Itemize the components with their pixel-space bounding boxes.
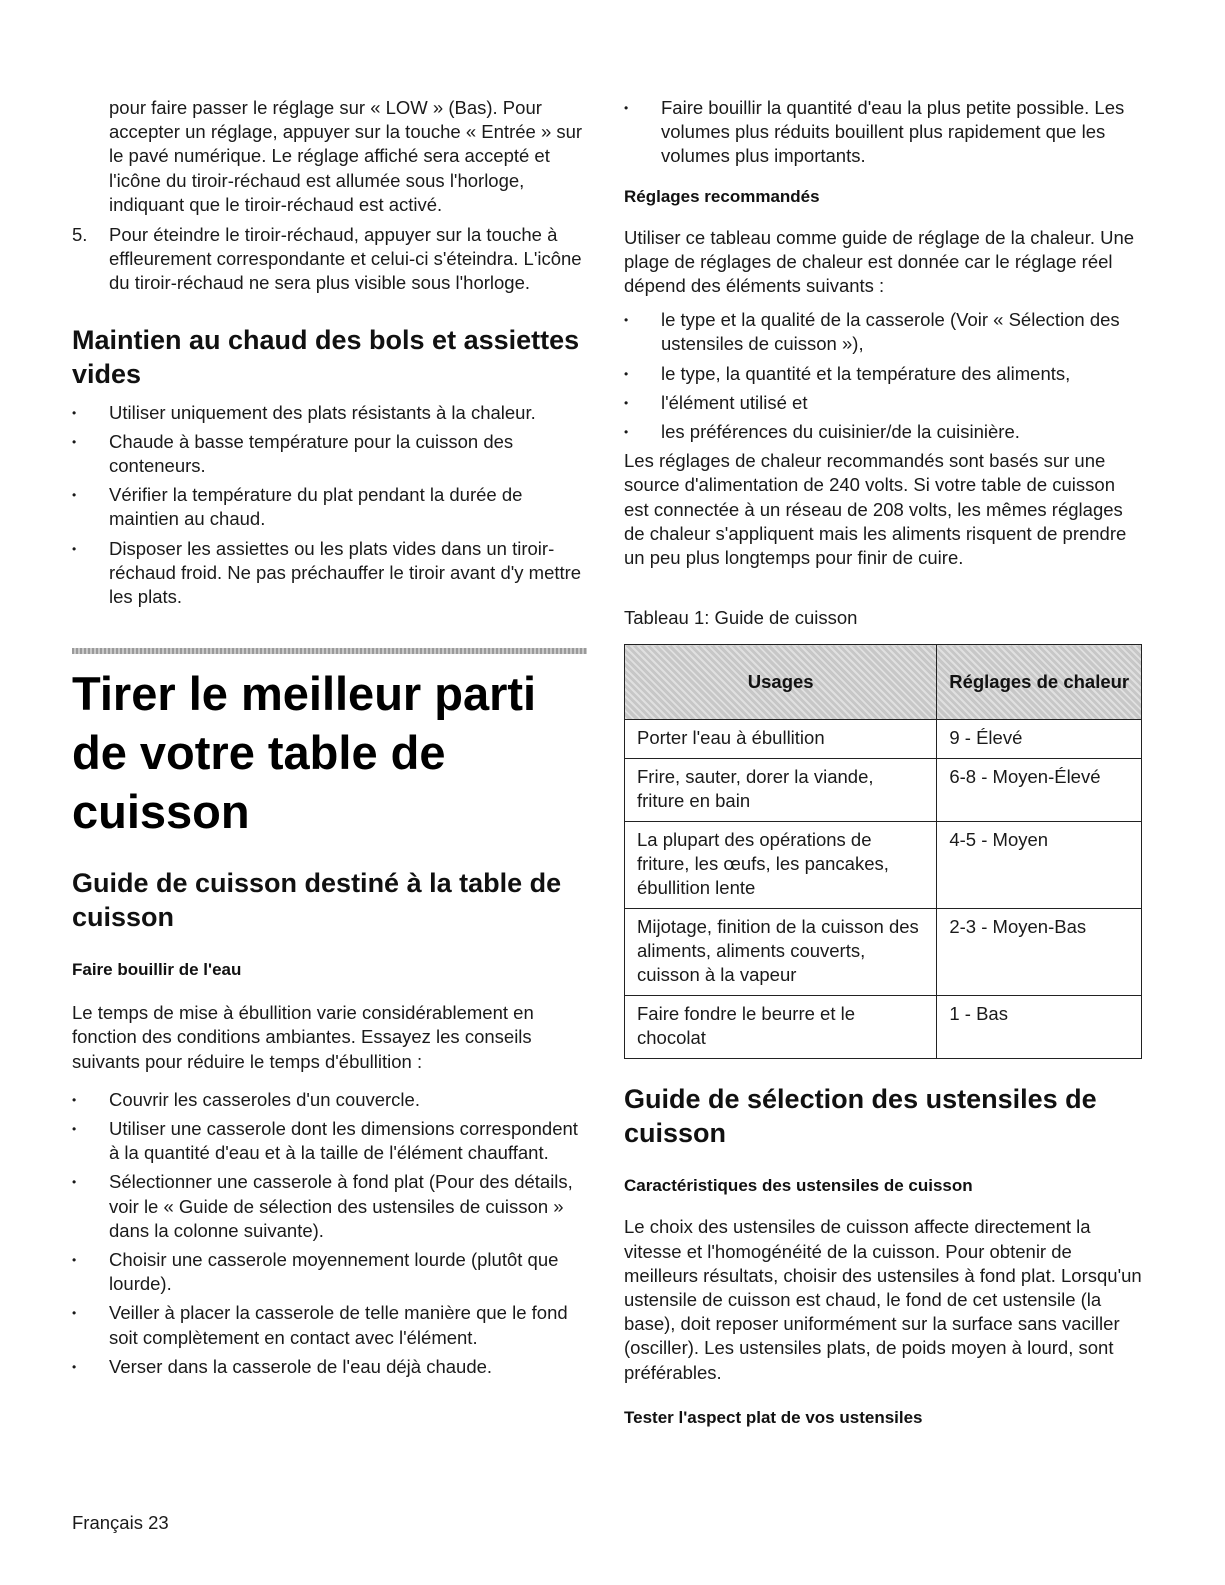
list-item: • Veiller à placer la casserole de telle manière que le fond soit complètement en contact avec l'élément. <box>72 1302 568 1348</box>
table-cell-usage: Frire, sauter, dorer la viande, friture en bain <box>625 759 937 822</box>
bullet-icon: • <box>72 1122 77 1137</box>
bullet-icon: • <box>624 101 629 115</box>
bullet-icon: • <box>72 1092 77 1107</box>
page-footer: Français 23 <box>72 1512 169 1533</box>
table-cell-setting: 6-8 - Moyen-Élevé <box>937 759 1142 822</box>
left-column <box>72 96 587 1384</box>
bullet-icon: • <box>72 1306 77 1321</box>
list-item: • Utiliser une casserole dont les dimensions correspondent à la quantité d'eau et à la taille de l'élément chauffant. <box>72 1118 578 1164</box>
bullet-icon: • <box>624 425 629 440</box>
top-bullet-list <box>624 96 1144 169</box>
bullet-icon: • <box>72 541 77 556</box>
guide-title: Guide de cuisson destiné à la table de cuisson <box>72 868 562 933</box>
step-text: Pour éteindre le tiroir-réchaud, appuyer sur la touche à effleurement correspondante et celui-ci s'éteindra. L'icône du tiroir-réchaud ne sera plus visible sous l'horloge. <box>109 224 582 294</box>
settings-heading: Réglages recommandés <box>624 186 820 206</box>
table-header-row <box>625 645 1142 720</box>
table-cell-setting: 1 - Bas <box>937 996 1142 1059</box>
bullet-icon: • <box>72 488 77 503</box>
table-row <box>625 909 1142 996</box>
section-title-warming: Maintien au chaud des bols et assiettes vides <box>72 324 580 389</box>
chapter-title: Tirer le meilleur parti de votre table de cuisson <box>72 667 537 839</box>
settings-paragraph: Utiliser ce tableau comme guide de réglage de la chaleur. Une plage de réglages de chaleur est donnée car le réglage réel dépend des éléments suivants : <box>624 226 1135 297</box>
list-item: • le type et la qualité de la casserole (Voir « Sélection des ustensiles de cuisson »), <box>624 309 1120 355</box>
table-row <box>625 996 1142 1059</box>
chapter-divider <box>72 648 587 654</box>
boil-bullet-list <box>72 1088 587 1379</box>
bullet-icon: • <box>72 434 77 449</box>
bullet-icon: • <box>624 366 629 381</box>
intro-paragraph: pour faire passer le réglage sur « LOW » (Bas). Pour accepter un réglage, appuyer sur la touche « Entrée » sur le pavé numérique. Le réglage affiché sera accepté et l'icône du tiroir-réchaud est allumée sous l'horloge, indiquant que le tiroir-réchaud est activé. <box>109 97 583 215</box>
table-cell-setting: 4-5 - Moyen <box>937 822 1142 909</box>
cookware-title: Guide de sélection des ustensiles de cuisson <box>624 1084 1097 1149</box>
settings-bullet-list <box>624 308 1144 444</box>
bullet-icon: • <box>72 1359 77 1374</box>
list-item: • les préférences du cuisinier/de la cuisinière. <box>624 421 1020 443</box>
table-row <box>625 822 1142 909</box>
table-cell-setting: 2-3 - Moyen-Bas <box>937 909 1142 996</box>
table-row <box>625 759 1142 822</box>
column-header-usages: Usages <box>625 645 937 720</box>
boil-paragraph: Le temps de mise à ébullition varie considérablement en fonction des conditions ambiantes. Essayez les conseils suivants pour réduire le temps d'ébullition : <box>72 1002 534 1072</box>
list-item: • le type, la quantité et la température des aliments, <box>624 362 1071 384</box>
list-item: • Verser dans la casserole de l'eau déjà chaude. <box>72 1355 493 1377</box>
right-column <box>624 96 1144 1429</box>
table-cell-setting: 9 - Élevé <box>937 720 1142 759</box>
list-item: • Sélectionner une casserole à fond plat (Pour des détails, voir le « Guide de sélection des ustensiles de cuisson » dans la colonne suivante). <box>72 1171 573 1241</box>
characteristics-heading: Caractéristiques des ustensiles de cuisson <box>624 1176 973 1196</box>
list-item: • Chaude à basse température pour la cuisson des conteneurs. <box>72 430 514 477</box>
warming-bullet-list <box>72 401 587 610</box>
list-item: • Utiliser uniquement des plats résistants à la chaleur. <box>72 401 536 423</box>
table-caption: Tableau 1: Guide de cuisson <box>624 607 858 629</box>
bullet-icon: • <box>72 1175 77 1190</box>
list-item: • Couvrir les casseroles d'un couvercle. <box>72 1088 420 1110</box>
voltage-paragraph: Les réglages de chaleur recommandés sont basés sur une source d'alimentation de 240 volts. Si votre table de cuisson est connectée à un réseau de 208 volts, les mêmes réglages de chaleur s'appliquent mais les aliments risquent de prendre un peu plus longtemps pour finir de cuire. <box>624 450 1127 569</box>
bullet-icon: • <box>72 405 77 420</box>
boil-heading: Faire bouillir de l'eau <box>72 960 242 980</box>
list-item: • Choisir une casserole moyennement lourde (plutôt que lourde). <box>72 1249 559 1295</box>
list-item: • Faire bouillir la quantité d'eau la plus petite possible. Les volumes plus réduits bouillent plus rapidement que les volumes plus importants. <box>624 97 1125 167</box>
bullet-icon: • <box>72 1253 77 1268</box>
characteristics-paragraph: Le choix des ustensiles de cuisson affecte directement la vitesse et l'homogénéité de la cuisson. Pour obtenir de meilleurs résultats, choisir des ustensiles à fond plat. Lorsqu'un ustensile de cuisson est chaud, le fond de cet ustensile (la base), doit reposer uniformément sur la surface sans vaciller (osciller). Les ustensiles plats, de poids moyen à lourd, sont préférables. <box>624 1216 1142 1383</box>
flatness-heading: Tester l'aspect plat de vos ustensiles <box>624 1407 923 1427</box>
step-number: 5. <box>72 224 88 246</box>
bullet-icon: • <box>624 313 629 328</box>
table-cell-usage: Porter l'eau à ébullition <box>625 720 937 759</box>
list-item: • Vérifier la température du plat pendant la durée de maintien au chaud. <box>72 484 523 530</box>
bullet-icon: • <box>624 395 629 410</box>
step-list <box>72 223 587 296</box>
table-row <box>625 720 1142 759</box>
table-cell-usage: Faire fondre le beurre et le chocolat <box>625 996 937 1059</box>
cooking-guide-table <box>624 644 1142 1059</box>
table-cell-usage: La plupart des opérations de friture, les œufs, les pancakes, ébullition lente <box>625 822 937 909</box>
list-item: • Disposer les assiettes ou les plats vides dans un tiroir-réchaud froid. Ne pas préchauffer le tiroir avant d'y mettre les plats. <box>72 537 582 608</box>
table-cell-usage: Mijotage, finition de la cuisson des aliments, aliments couverts, cuisson à la vapeur <box>625 909 937 996</box>
column-header-heat-settings: Réglages de chaleur <box>937 645 1142 720</box>
list-item: • l'élément utilisé et <box>624 391 808 413</box>
step-item <box>72 223 587 296</box>
